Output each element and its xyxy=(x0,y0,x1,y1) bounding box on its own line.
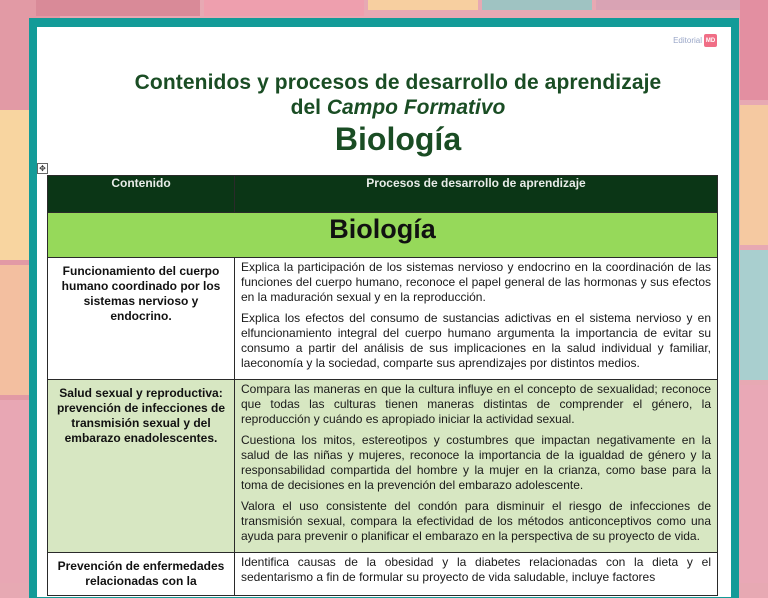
section-title: Biología xyxy=(48,213,718,258)
title-prefix: del xyxy=(290,96,327,119)
process-cell xyxy=(235,553,718,596)
brand-mark-icon: MD xyxy=(704,34,717,47)
process-paragraph: Explica la participación de los sistemas nervioso y endocrino en la coordinación de las funciones del cuerpo humano, reconoce el papel general de las hormonas y sus efectos en la maduración sexual y en la reproducción. xyxy=(241,260,711,304)
table-header-row xyxy=(48,176,718,213)
process-cell xyxy=(235,258,718,380)
table-row xyxy=(48,553,718,596)
table-move-handle-icon[interactable]: ✥ xyxy=(37,163,48,174)
page-title-line-2 xyxy=(37,96,731,120)
section-row xyxy=(48,213,718,258)
process-paragraph: Cuestiona los mitos, estereotipos y costumbres que impactan negativamente en la salud de las niñas y mujeres, reconoce la importancia de la igualdad de género y la responsabilidad compartida del hombre y la mujer en la crianza, como base para la toma de decisiones en la prevención del embarazo adolescente. xyxy=(241,433,711,492)
title-emphasis: Campo Formativo xyxy=(326,96,506,119)
content-cell: Salud sexual y reproductiva: prevención de infecciones de transmisión sexual y del embarazo enadolescentes. xyxy=(48,380,235,553)
process-paragraph: Valora el uso consistente del condón para disminuir el riesgo de infecciones de transmisión sexual, compara la efectividad de los métodos anticonceptivos como una ayuda para prevenir o planificar el embarazo en la perspectiva de su proyecto de vida. xyxy=(241,499,711,543)
content-cell: Funcionamiento del cuerpo humano coordinado por los sistemas nervioso y endocrino. xyxy=(48,258,235,380)
header-contenido: Contenido xyxy=(48,176,235,213)
content-table xyxy=(47,175,718,596)
brand-logo xyxy=(673,34,717,47)
table-row xyxy=(48,380,718,553)
table-row xyxy=(48,258,718,380)
brand-name: Editorial xyxy=(673,36,702,45)
process-cell xyxy=(235,380,718,553)
process-paragraph: Compara las maneras en que la cultura influye en el concepto de sexualidad; reconoce que todas las culturas tienen maneras distintas de comprender el género, la reproducción y cuándo es apropiado iniciar la actividad sexual. xyxy=(241,382,711,426)
document-page xyxy=(37,27,731,597)
process-paragraph: Identifica causas de la obesidad y la diabetes relacionadas con la dieta y el sedentarismo a fin de formular su proyecto de vida saludable, incluye factores xyxy=(241,555,711,584)
header-procesos: Procesos de desarrollo de aprendizaje xyxy=(235,176,718,213)
content-cell: Prevención de enfermedades relacionadas con la xyxy=(48,553,235,596)
page-title-line-1: Contenidos y procesos de desarrollo de aprendizaje xyxy=(134,71,662,94)
subject-title: Biología xyxy=(334,121,462,157)
process-paragraph: Explica los efectos del consumo de sustancias adictivas en el sistema nervioso y en elfuncionamiento integral del cuerpo humano argumenta la importancia de evitar su consumo a partir del análisis de sus implicaciones en la salud individual y familiar, laeconomía y la sociedad, comparte sus aprendizajes por distintos medios. xyxy=(241,311,711,370)
